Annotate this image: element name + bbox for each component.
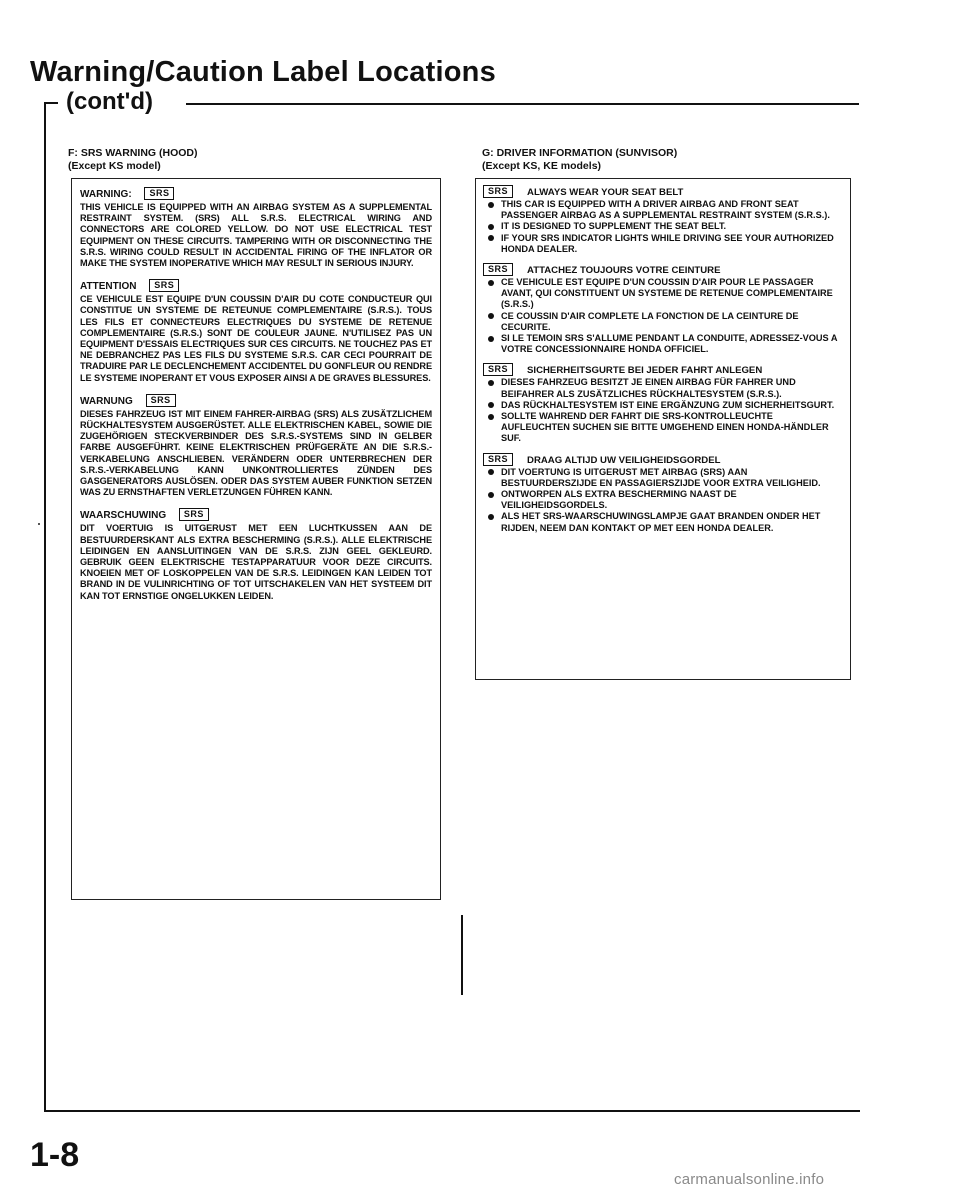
warning-dutch-heading — [80, 508, 432, 522]
page-title: Warning/Caution Label Locations — [30, 56, 496, 88]
info-dutch-list — [483, 467, 843, 534]
info-french-title: ATTACHEZ TOUJOURS VOTRE CEINTURE — [527, 265, 721, 277]
list-item: SOLLTE WAHREND DER FAHRT DIE SRS-KONTROLLEUCHTE AUFLEUCHTEN SUCHEN SIE BITTE UMGEHEND EINEN HONDA-HÄNDLER SUF. — [483, 411, 843, 445]
warning-german-block — [80, 394, 432, 499]
header-rule — [186, 103, 859, 105]
list-item: SI LE TEMOIN SRS S'ALLUME PENDANT LA CONDUITE, ADRESSEZ-VOUS A VOTRE CONCESSIONNAIRE HONDA OFFICIEL. — [483, 333, 843, 355]
list-item: DIESES FAHRZEUG BESITZT JE EINEN AIRBAG FÜR FAHRER UND BEIFAHRER ALS ZUSÄTZLICHES RÜCKHALTESYSTEM (S.R.S.). — [483, 377, 843, 399]
list-item: THIS CAR IS EQUIPPED WITH A DRIVER AIRBAG AND FRONT SEAT PASSENGER AIRBAG AS A SUPPLEMENTAL RESTRAINT SYSTEM (S.R.S.). — [483, 199, 843, 221]
srs-badge-icon: SRS — [483, 453, 513, 466]
list-item: CE COUSSIN D'AIR COMPLETE LA FONCTION DE LA CEINTURE DE CECURITE. — [483, 311, 843, 333]
srs-warning-label — [71, 178, 441, 900]
list-item: ALS HET SRS-WAARSCHUWINGSLAMPJE GAAT BRANDEN ONDER HET RIJDEN, NEEM DAN KONTAKT OP MET EEN HONDA DEALER. — [483, 511, 843, 533]
info-french-heading — [483, 263, 843, 277]
section-g-heading — [482, 147, 677, 173]
warning-dutch-body: DIT VOERTUIG IS UITGERUST MET EEN LUCHTKUSSEN AAN DE BESTUURDERSKANT ALS EXTRA BESCHERMING (S.R.S.). ALLE ELEKTRISCHE LEIDINGEN EN AANSLUITINGEN VAN DE S.R.S. ZIJN GEEL GEKLEURD. GEBRUIK GEEN ELEKTRISCHE TESTAPPARATUUR VOOR DEZE CIRCUITS. KNOEIEN MET OF LOSKOPPELEN VAN DE S.R.S. LEIDINGEN KAN LEIDEN TOT BRAND IN DE VULINRICHTING OF TOT UITSCHAKELEN VAN HET SYSTEEM DIT KAN TOT ERNSTIGE ONGELUKKEN LEIDEN. — [80, 523, 432, 601]
info-german-title: SICHERHEITSGURTE BEI JEDER FAHRT ANLEGEN — [527, 365, 763, 377]
srs-badge-icon: SRS — [179, 508, 209, 521]
warning-german-heading — [80, 394, 432, 408]
info-german-block — [483, 363, 843, 444]
section-f-heading — [68, 147, 198, 173]
info-french-list — [483, 277, 843, 355]
list-item: IT IS DESIGNED TO SUPPLEMENT THE SEAT BELT. — [483, 221, 843, 232]
warning-german-body: DIESES FAHRZEUG IST MIT EINEM FAHRER-AIRBAG (SRS) ALS ZUSÄTZLICHEM RÜCKHALTESYSTEM AUSGERÜSTET. ALLE ELEKTRISCHEN KABEL, SOWIE DIE ZUGEHÖRIGEN STECKVERBINDER DES S.R.S.-SYSTEMS SIND IN GELBER FARBE AUSGEFÜHRT. KEINE ELEKTRISCHEN PRÜFGERÄTE AN DIE S.R.S.-VERKABELUNG ANSCHLIEBEN. VERÄNDERN ODER UNTERBRECHEN DER S.R.S.-VERKABELUNG KANN UNKONTROLLIERTES ZÜNDEN DES GASGENERATORS AUSLÖSEN. ODER DAS SYSTEM AUBER FUNKTION SETZEN WAS ZU ERNSTHAFTEN VERLETZUNGEN FÜHREN KANN. — [80, 408, 432, 498]
list-item: DIT VOERTUNG IS UITGERUST MET AIRBAG (SRS) AAN BESTUURDERSZIJDE EN PASSAGIERSZIJDE VOOR EXTRA VEILIGHEID. — [483, 467, 843, 489]
warning-english-block — [80, 187, 432, 269]
srs-badge-icon: SRS — [483, 185, 513, 198]
srs-badge-icon: SRS — [144, 187, 174, 200]
list-item: DAS RÜCKHALTESYSTEM IST EINE ERGÄNZUNG ZUM SICHERHEITSGURT. — [483, 400, 843, 411]
srs-badge-icon: SRS — [483, 363, 513, 376]
info-dutch-heading — [483, 453, 843, 467]
info-english-title: ALWAYS WEAR YOUR SEAT BELT — [527, 187, 684, 198]
info-english-heading — [483, 185, 843, 199]
page-number: 1-8 — [30, 1136, 80, 1174]
info-dutch-block — [483, 453, 843, 534]
left-frame-rule — [44, 102, 46, 1112]
bottom-rule — [44, 1110, 860, 1112]
warning-french-block — [80, 279, 432, 384]
watermark-text: carmanualsonline.info — [674, 1171, 825, 1188]
info-german-list — [483, 377, 843, 444]
section-f-note: (Except KS model) — [68, 160, 161, 172]
section-g-note: (Except KS, KE models) — [482, 160, 602, 172]
warning-dutch-block — [80, 508, 432, 601]
info-german-heading — [483, 363, 843, 377]
list-item: ONTWORPEN ALS EXTRA BESCHERMING NAAST DE VEILIGHEIDSGORDELS. — [483, 489, 843, 511]
warning-german-title: WARNUNG — [80, 395, 133, 407]
scan-speck — [38, 523, 40, 525]
info-french-block — [483, 263, 843, 355]
list-item: IF YOUR SRS INDICATOR LIGHTS WHILE DRIVING SEE YOUR AUTHORIZED HONDA DEALER. — [483, 233, 843, 255]
info-english-list — [483, 199, 843, 255]
srs-badge-icon: SRS — [149, 279, 179, 292]
warning-dutch-title: WAARSCHUWING — [80, 510, 167, 522]
list-item: CE VEHICULE EST EQUIPE D'UN COUSSIN D'AIR POUR LE PASSAGER AVANT, QUI CONSTITUENT UN SYSTEME DE RETENUE COMPLEMENTAIRE (S.R.S.) — [483, 277, 843, 311]
page-subtitle: (cont'd) — [66, 88, 154, 115]
warning-english-heading — [80, 187, 432, 201]
warning-english-title: WARNING: — [80, 189, 132, 200]
srs-badge-icon: SRS — [146, 394, 176, 407]
warning-french-heading — [80, 279, 432, 293]
warning-french-title: ATTENTION — [80, 281, 137, 293]
warning-english-body: THIS VEHICLE IS EQUIPPED WITH AN AIRBAG SYSTEM AS A SUPPLEMENTAL RESTRAINT SYSTEM. (SRS) ALL S.R.S. ELECTRICAL WIRING AND CONNECTORS ARE COLORED YELLOW. DO NOT USE ELECTRICAL TEST EQUIPMENT ON THESE CIRCUITS. TAMPERING WITH OR DISCONNECTING THE S.R.S. WIRING COULD RESULT IN ACCIDENTAL FIRING OF THE INFLATOR OR MAKE THE SYSTEM INOPERATIVE WHICH MAY RESULT IN SERIOUS INJURY. — [80, 202, 432, 269]
section-g-title: G: DRIVER INFORMATION (SUNVISOR) — [482, 147, 678, 159]
info-english-block — [483, 185, 843, 255]
driver-information-label — [475, 178, 851, 680]
center-rule — [461, 915, 463, 995]
frame-corner — [44, 102, 58, 104]
info-dutch-title: DRAAG ALTIJD UW VEILIGHEIDSGORDEL — [527, 454, 721, 466]
section-f-title: F: SRS WARNING (HOOD) — [68, 147, 198, 159]
warning-french-body: CE VEHICULE EST EQUIPE D'UN COUSSIN D'AIR DU COTE CONDUCTEUR QUI CONSTITUE UN SYSTEME DE RETEUNUE COMPLEMENTAIRE (S.R.S.). TOUS LES FILS ET CONNECTEURS ELECTRIQUES DU SYSTEME DE RETENUE COMPLEMENTAIRE (S.R.S.) SONT DE COULEUR JAUNE. N'UTILISEZ PAS UN EQUIPMENT D'ESSAIS ELECTRIQUES SUR CES CIRCUITS. NE TOUCHEZ PAS ET NE DEBRANCHEZ PAS LES FILS DU SYSTEME S.R.S. CAR CECI POURRAIT DE TRADUIRE PAR LE DECLENCHEMENT ACCIDENTEL DU GONFLEUR OU RENDRE LE SYSTEME INOPERANT ET VOUS EXPOSER AINSI A DE GRAVES BLESSURES. — [80, 294, 432, 383]
srs-badge-icon: SRS — [483, 263, 513, 276]
